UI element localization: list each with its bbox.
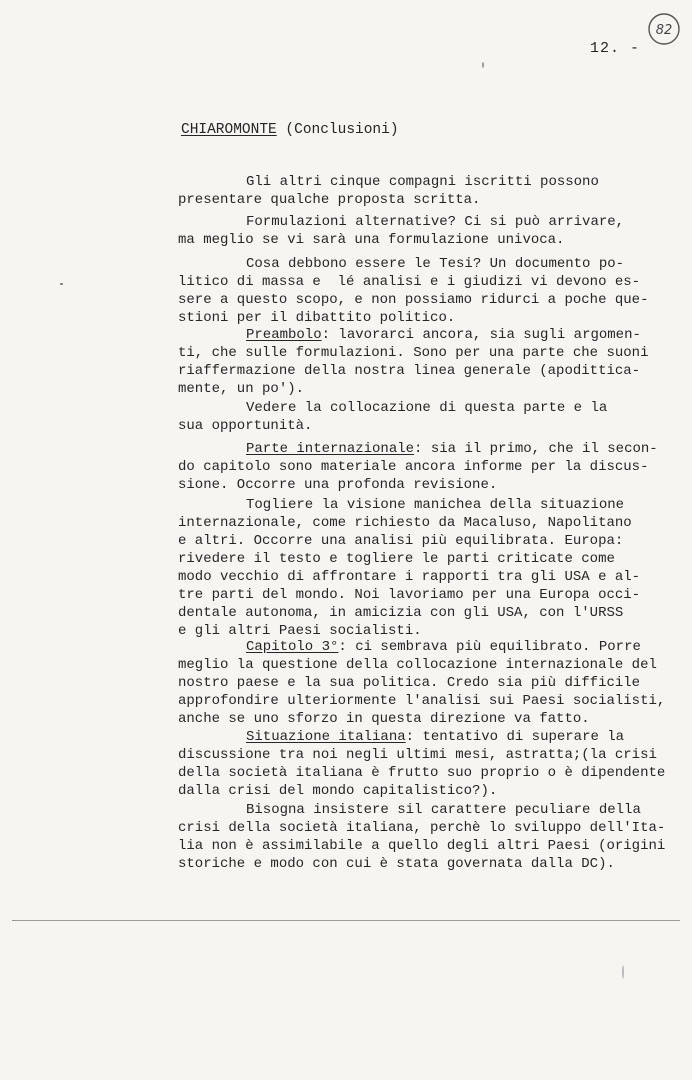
paragraph [178,255,668,327]
text-line: do capitolo sono materiale ancora informe per la discus- [178,459,649,475]
text-line: sua opportunità. [178,418,313,434]
text-line: meglio la questione della collocazione internazionale del [178,657,657,673]
text-line: Formulazioni alternative? Ci si può arrivare, [246,214,625,230]
paragraph [178,326,668,398]
text-line: nostro paese e la sua politica. Credo sia più difficile [178,675,641,691]
text-line: anche se uno sforzo in questa direzione va fatto. [178,711,590,727]
paragraph [178,440,668,494]
scan-speck [482,62,484,68]
paragraph [178,213,668,249]
text-line: ma meglio se vi sarà una formulazione univoca. [178,232,565,248]
section-heading: Parte internazionale [246,441,415,457]
text-line-rest: : ci sembrava più equilibrato. Porre [338,639,641,655]
text-line: Gli altri cinque compagni iscritti possono [246,174,599,190]
text-line: dalla crisi del mondo capitalistico?). [178,783,498,799]
text-line: Cosa debbono essere le Tesi? Un documento po- [246,256,625,272]
page-number: 12. - [590,40,641,57]
text-line: discussione tra noi negli ultimi mesi, astratta;(la crisi [178,747,657,763]
text-line: mente, un po'). [178,381,305,397]
section-heading: Preambolo [246,327,322,343]
text-line: crisi della società italiana, perchè lo sviluppo dell'Ita- [178,820,666,836]
paragraph [178,801,668,873]
section-heading: Situazione italiana [246,729,406,745]
text-line: sione. Occorre una profonda revisione. [178,477,498,493]
paragraph [178,173,668,209]
text-line: presentare qualche proposta scritta. [178,192,481,208]
section-heading: Capitolo 3° [246,639,339,655]
text-line: rivedere il testo e togliere le parti criticate come [178,551,615,567]
paragraph [178,728,668,800]
text-line: dentale autonoma, in amicizia con gli USA, con l'URSS [178,605,624,621]
text-line: Togliere la visione manichea della situazione [246,497,625,513]
title-subtitle: (Conclusioni) [276,122,399,138]
text-line: lia non è assimilabile a quello degli altri Paesi (origini [178,838,666,854]
archive-stamp [647,12,681,46]
bottom-divider [12,920,680,921]
paragraph [178,399,668,435]
text-line: e gli altri Paesi socialisti. [178,623,422,639]
text-line: tre parti del mondo. Noi lavoriamo per una Europa occi- [178,587,641,603]
text-line [178,440,668,458]
text-line: e altri. Occorre una analisi più equilibrata. Europa: [178,533,624,549]
text-line: Bisogna insistere sil carattere peculiare della [246,802,641,818]
text-line [178,638,668,656]
text-line: sere a questo scopo, e non possiamo ridurci a poche que- [178,292,649,308]
text-line: litico di massa e lé analisi e i giudizi vi devono es- [178,274,641,290]
text-line: Vedere la collocazione di questa parte e la [246,400,608,416]
text-line-rest: : lavorarci ancora, sia sugli argomen- [321,327,641,343]
scan-speck [60,283,63,285]
speaker-name: CHIAROMONTE [181,122,277,138]
text-line: riaffermazione della nostra linea generale (apodittica- [178,363,641,379]
text-line: internazionale, come richiesto da Macaluso, Napolitano [178,515,632,531]
text-line: storiche e modo con cui è stata governata dalla DC). [178,856,615,872]
scan-speck [622,965,624,979]
paragraph [178,638,668,728]
stamp-number: 82 [655,23,673,38]
text-line-rest: : sia il primo, che il secon- [414,441,658,457]
page-title [181,122,399,138]
text-line-rest: : tentativo di superare la [405,729,625,745]
text-line: ti, che sulle formulazioni. Sono per una parte che suoni [178,345,649,361]
text-line: approfondire ulteriormente l'analisi sui Paesi socialisti, [178,693,666,709]
text-line: stioni per il dibattito politico. [178,310,456,326]
text-line [178,728,668,746]
text-line: modo vecchio di affrontare i rapporti tra gli USA e al- [178,569,641,585]
text-line [178,326,668,344]
paragraph [178,496,668,640]
text-line: della società italiana è frutto suo proprio o è dipendente [178,765,666,781]
